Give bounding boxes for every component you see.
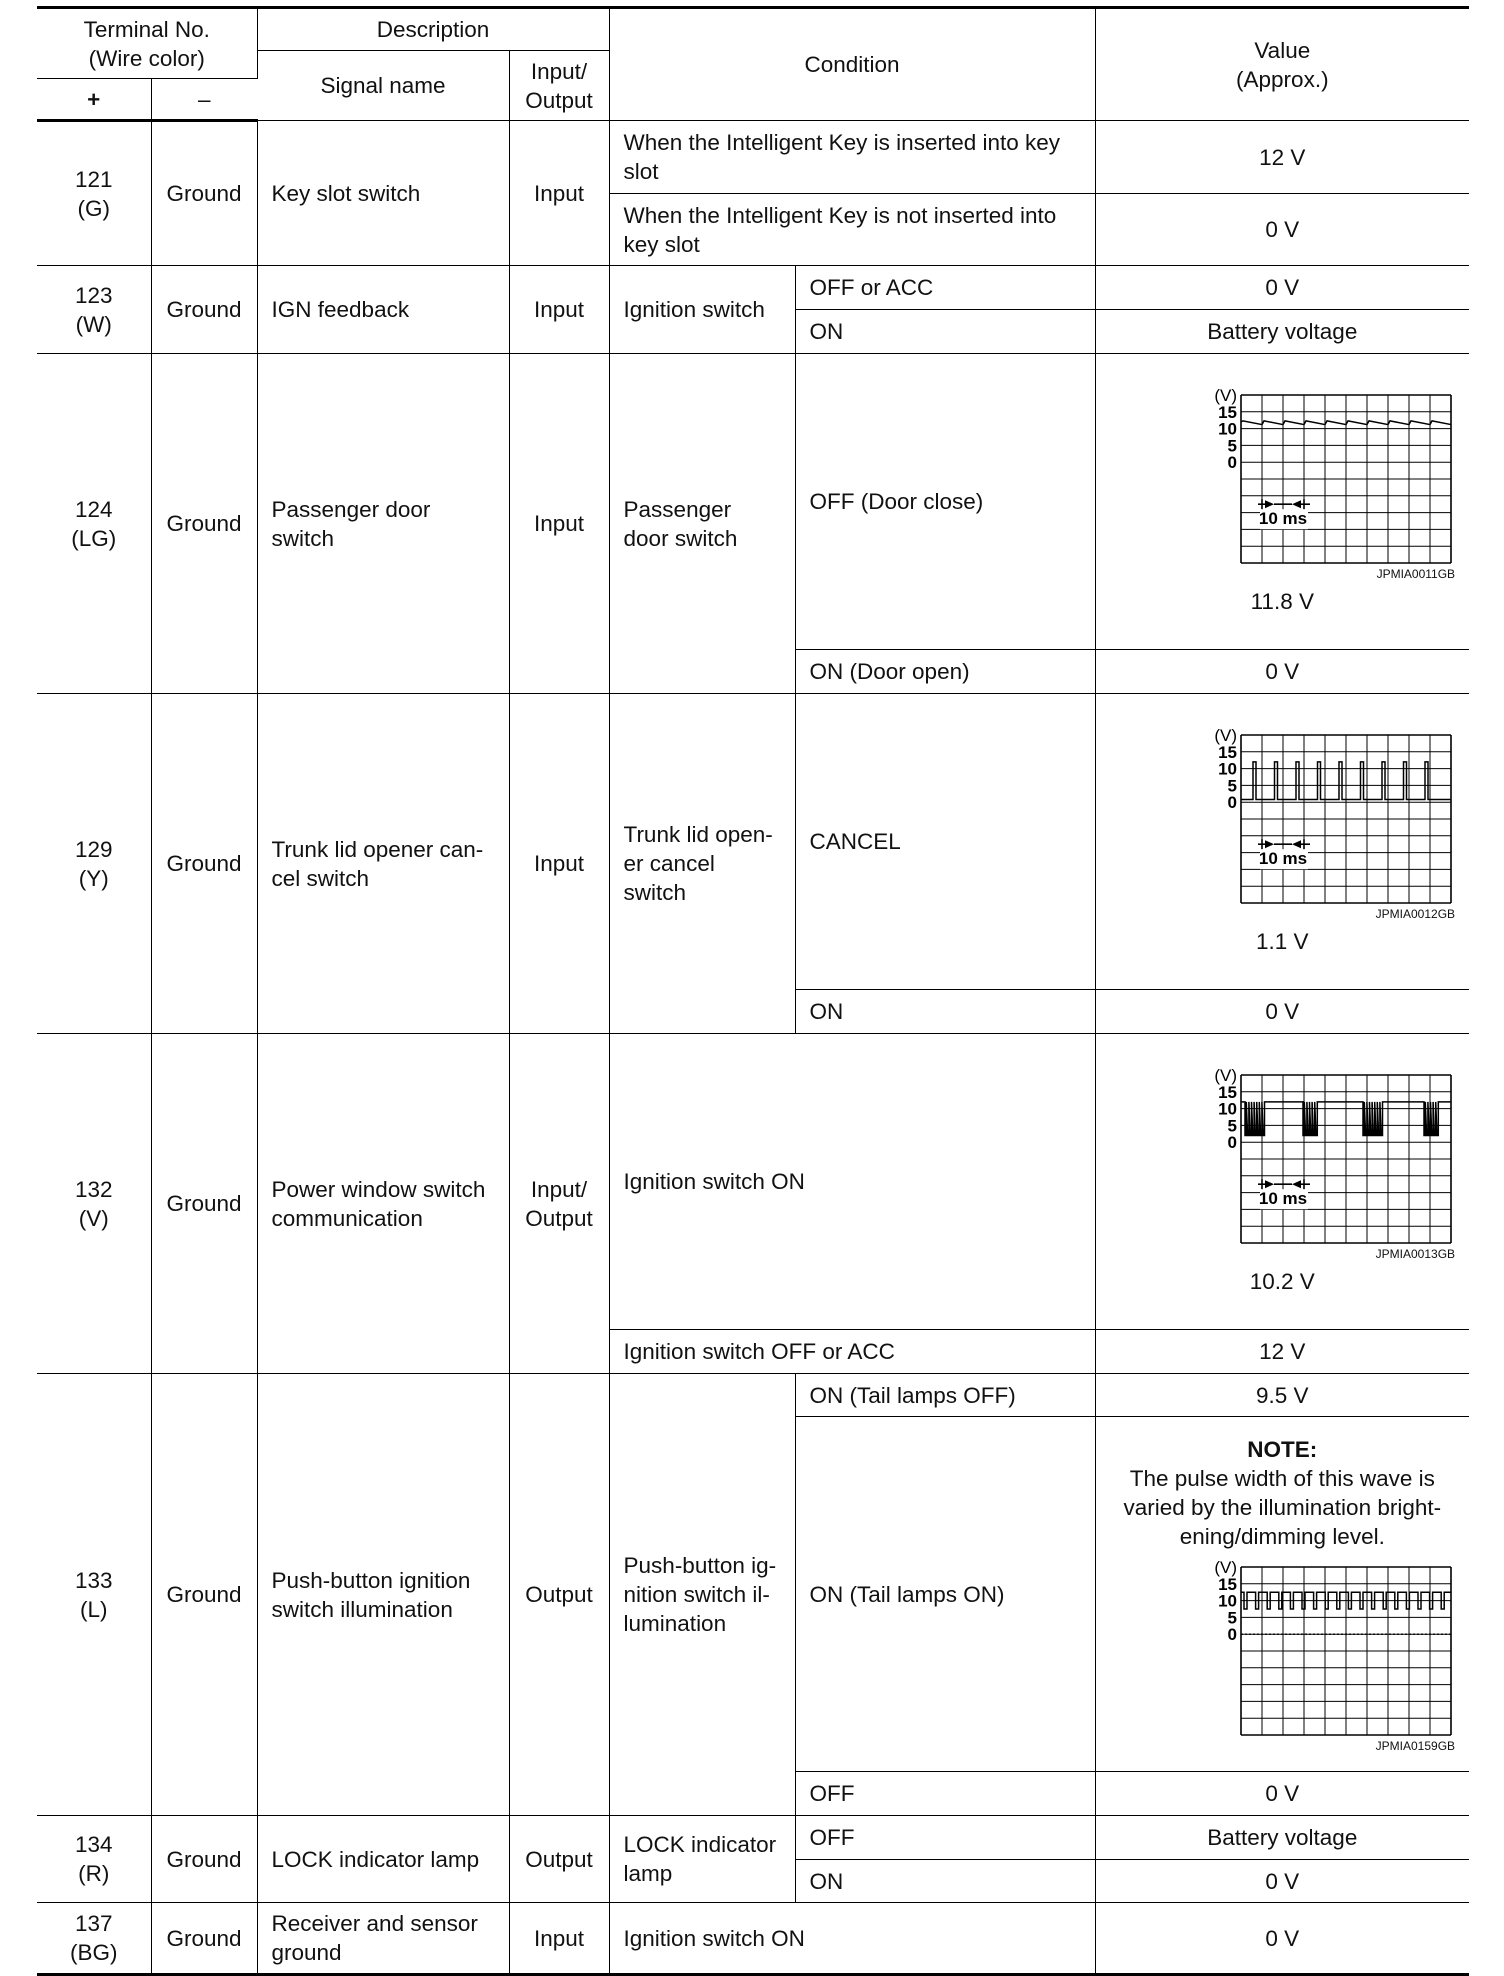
terminal-121 xyxy=(37,121,151,266)
value: 0 V xyxy=(1095,1772,1469,1816)
header-input-output: Input/ Output xyxy=(509,51,609,121)
value-cell xyxy=(1095,694,1469,990)
terminal-number: 137 xyxy=(74,1911,113,1936)
wire-color: (BG) xyxy=(70,1940,118,1965)
wire-color: (W) xyxy=(75,311,112,337)
value: Battery voltage xyxy=(1095,310,1469,354)
header-wire-color-label: (Wire color) xyxy=(88,45,205,71)
sub-condition: ON (Door open) xyxy=(795,650,1095,694)
time-marker-arrow xyxy=(1265,500,1274,508)
header-signal-name: Signal name xyxy=(257,51,509,121)
header-value xyxy=(1095,8,1469,121)
terminal-table-page xyxy=(37,6,1469,1976)
sub-condition: OFF xyxy=(795,1816,1095,1860)
signal-name: IGN feedback xyxy=(257,266,509,354)
axis-tick-label: 0 xyxy=(1227,793,1238,813)
wire-color: (Y) xyxy=(78,865,109,891)
wire-color: (LG) xyxy=(71,525,117,551)
input-output: Output xyxy=(509,1374,609,1816)
figure-code: JPMIA0012GB xyxy=(1375,907,1456,921)
time-marker-arrow xyxy=(1292,840,1301,848)
minus-terminal: Ground xyxy=(151,1903,257,1975)
axis-tick-label: 15 xyxy=(1218,402,1238,422)
waveform-block xyxy=(1100,387,1466,567)
time-marker-arrow xyxy=(1292,500,1301,508)
condition: Ignition switch ON xyxy=(609,1903,1095,1975)
value-cell xyxy=(1095,1034,1469,1330)
axis-tick-label: (V) xyxy=(1214,1559,1238,1577)
sub-condition: ON xyxy=(795,990,1095,1034)
condition: Trunk lid open- er cancel switch xyxy=(609,694,795,1034)
axis-tick-label: 0 xyxy=(1227,1625,1238,1645)
condition: Ignition switch OFF or ACC xyxy=(609,1330,1095,1374)
wire-color: (G) xyxy=(77,195,110,221)
terminal-table xyxy=(37,6,1469,1976)
wire-color: (L) xyxy=(80,1596,108,1622)
value: Battery voltage xyxy=(1095,1816,1469,1860)
terminal-134 xyxy=(37,1816,151,1903)
axis-tick-label: 15 xyxy=(1218,1082,1238,1102)
axis-tick-label: (V) xyxy=(1214,387,1238,405)
note-heading: NOTE: xyxy=(1247,1437,1318,1462)
row-129 xyxy=(37,694,1469,990)
terminal-number: 123 xyxy=(74,282,113,308)
time-marker-arrow xyxy=(1292,1180,1301,1188)
terminal-number: 124 xyxy=(74,496,113,522)
terminal-133 xyxy=(37,1374,151,1816)
axis-tick-label: 5 xyxy=(1227,436,1238,456)
terminal-number: 121 xyxy=(74,166,113,192)
waveform-scope xyxy=(1153,1067,1453,1247)
row-121 xyxy=(37,121,1469,194)
header-terminal-no-label: Terminal No. xyxy=(83,16,210,42)
waveform-scope xyxy=(1153,1559,1453,1739)
time-marker-arrow xyxy=(1265,1180,1274,1188)
axis-tick-label: (V) xyxy=(1214,727,1238,745)
value-cell xyxy=(1095,354,1469,650)
axis-tick-label: 5 xyxy=(1227,1608,1238,1628)
terminal-number: 133 xyxy=(74,1567,113,1593)
time-marker-arrow xyxy=(1265,840,1274,848)
sub-condition: ON (Tail lamps ON) xyxy=(795,1417,1095,1772)
waveform-block xyxy=(1100,1559,1466,1739)
terminal-137 xyxy=(37,1903,151,1975)
input-output: Input xyxy=(509,354,609,694)
value: 11.8 V xyxy=(1250,589,1314,614)
input-output: Input xyxy=(509,266,609,354)
axis-tick-label: 15 xyxy=(1218,742,1238,762)
value-cell xyxy=(1095,1417,1469,1772)
axis-tick-label: 0 xyxy=(1227,1133,1238,1153)
row-134 xyxy=(37,1816,1469,1860)
terminal-123 xyxy=(37,266,151,354)
time-scale-label: 10 ms xyxy=(1258,849,1308,869)
note-text: The pulse width of this wave is varied by the illumination bright- ening/dimming level. xyxy=(1123,1466,1442,1549)
minus-terminal: Ground xyxy=(151,121,257,266)
condition: Passenger door switch xyxy=(609,354,795,694)
signal-name: Trunk lid opener can- cel switch xyxy=(257,694,509,1034)
sub-condition: OFF xyxy=(795,1772,1095,1816)
value: 0 V xyxy=(1095,1903,1469,1975)
signal-name: LOCK indicator lamp xyxy=(257,1816,509,1903)
terminal-number: 129 xyxy=(74,836,113,862)
axis-tick-label: 10 xyxy=(1218,1591,1238,1611)
value: 0 V xyxy=(1095,990,1469,1034)
minus-terminal: Ground xyxy=(151,694,257,1034)
sub-condition: ON xyxy=(795,310,1095,354)
row-132 xyxy=(37,1034,1469,1330)
header-description: Description xyxy=(257,8,609,51)
condition: Ignition switch ON xyxy=(609,1034,1095,1330)
axis-tick-label: 15 xyxy=(1218,1574,1238,1594)
row-123 xyxy=(37,266,1469,310)
terminal-124 xyxy=(37,354,151,694)
minus-terminal: Ground xyxy=(151,354,257,694)
minus-terminal: Ground xyxy=(151,266,257,354)
axis-tick-label: 5 xyxy=(1227,776,1238,796)
sub-condition: CANCEL xyxy=(795,694,1095,990)
terminal-number: 132 xyxy=(74,1176,113,1202)
input-output: Input/ Output xyxy=(509,1034,609,1374)
value: 0 V xyxy=(1095,194,1469,266)
signal-name: Push-button ignition switch illumination xyxy=(257,1374,509,1816)
signal-name: Receiver and sensor ground xyxy=(257,1903,509,1975)
figure-code: JPMIA0011GB xyxy=(1376,567,1456,581)
minus-terminal: Ground xyxy=(151,1816,257,1903)
value: 0 V xyxy=(1095,1860,1469,1903)
minus-terminal: Ground xyxy=(151,1374,257,1816)
waveform-scope xyxy=(1153,727,1453,907)
terminal-132 xyxy=(37,1034,151,1374)
row-133 xyxy=(37,1374,1469,1417)
header-approx-label: (Approx.) xyxy=(1236,66,1329,92)
input-output: Input xyxy=(509,694,609,1034)
axis-tick-label: 10 xyxy=(1218,759,1238,779)
value: 0 V xyxy=(1095,650,1469,694)
waveform-scope xyxy=(1153,387,1453,567)
waveform-block xyxy=(1100,727,1466,907)
sub-condition: OFF or ACC xyxy=(795,266,1095,310)
time-scale-label: 10 ms xyxy=(1258,1189,1308,1209)
header-condition: Condition xyxy=(609,8,1095,121)
signal-name: Key slot switch xyxy=(257,121,509,266)
sub-condition: ON (Tail lamps OFF) xyxy=(795,1374,1095,1417)
header-value-label: Value xyxy=(1254,37,1311,63)
row-124 xyxy=(37,354,1469,650)
header-plus: + xyxy=(37,79,151,121)
header-terminal-no xyxy=(37,8,257,79)
input-output: Output xyxy=(509,1816,609,1903)
sub-condition: ON xyxy=(795,1860,1095,1903)
value: 0 V xyxy=(1095,266,1469,310)
axis-tick-label: 10 xyxy=(1218,419,1238,439)
value: 12 V xyxy=(1095,121,1469,194)
axis-tick-label: 10 xyxy=(1218,1099,1238,1119)
condition: LOCK indicator lamp xyxy=(609,1816,795,1903)
terminal-number: 134 xyxy=(74,1832,113,1857)
wire-color: (R) xyxy=(78,1861,110,1886)
value: 1.1 V xyxy=(1256,929,1309,954)
axis-tick-label: (V) xyxy=(1214,1067,1238,1085)
terminal-129 xyxy=(37,694,151,1034)
figure-code: JPMIA0159GB xyxy=(1375,1739,1456,1753)
value: 10.2 V xyxy=(1249,1269,1315,1294)
value: 9.5 V xyxy=(1095,1374,1469,1417)
input-output: Input xyxy=(509,121,609,266)
condition: When the Intelligent Key is inserted into key slot xyxy=(609,121,1095,194)
sub-condition: OFF (Door close) xyxy=(795,354,1095,650)
axis-tick-label: 5 xyxy=(1227,1116,1238,1136)
condition: Push-button ig- nition switch il- lumination xyxy=(609,1374,795,1816)
waveform-block xyxy=(1100,1067,1466,1247)
wire-color: (V) xyxy=(78,1205,109,1231)
row-137 xyxy=(37,1903,1469,1975)
input-output: Input xyxy=(509,1903,609,1975)
condition: When the Intelligent Key is not inserted into key slot xyxy=(609,194,1095,266)
signal-name: Power window switch communication xyxy=(257,1034,509,1374)
header-minus: – xyxy=(151,79,257,121)
minus-terminal: Ground xyxy=(151,1034,257,1374)
condition: Ignition switch xyxy=(609,266,795,354)
axis-tick-label: 0 xyxy=(1227,453,1238,473)
value: 12 V xyxy=(1095,1330,1469,1374)
time-scale-label: 10 ms xyxy=(1258,509,1308,529)
signal-name: Passenger door switch xyxy=(257,354,509,694)
figure-code: JPMIA0013GB xyxy=(1375,1247,1456,1261)
